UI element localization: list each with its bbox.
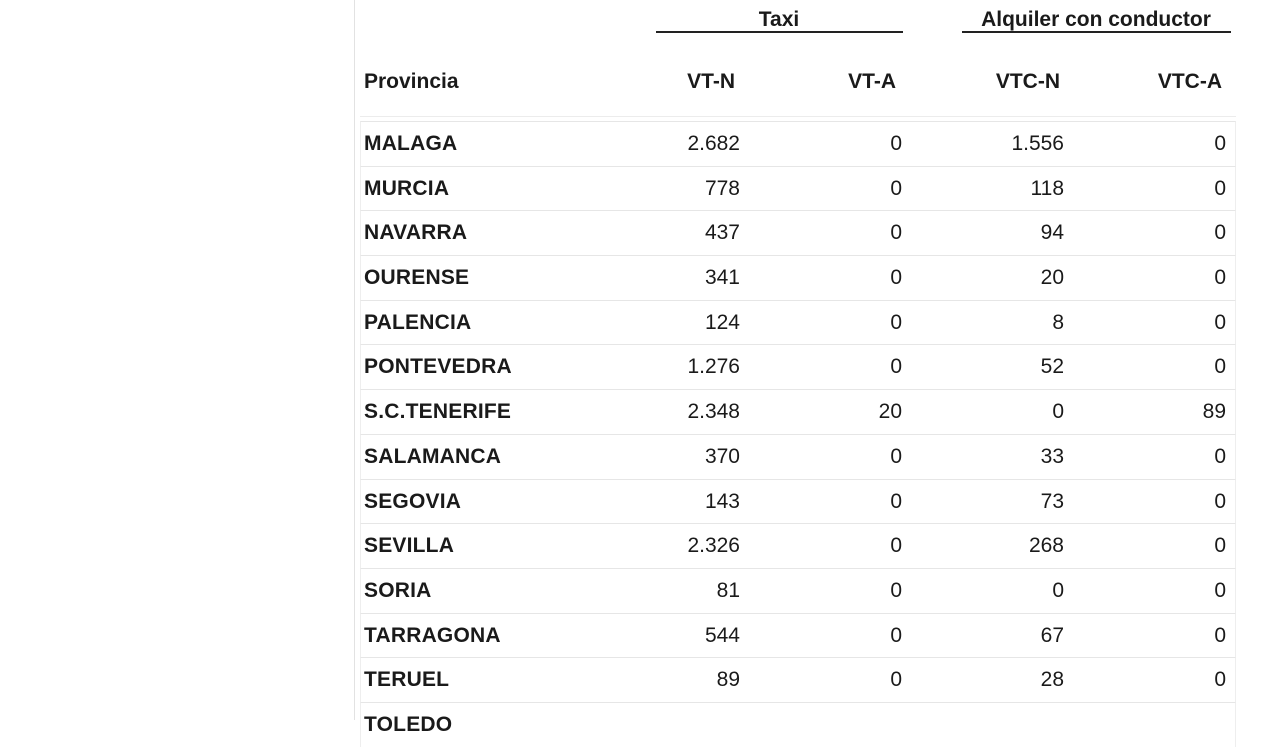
cell-vt-a: 0 xyxy=(890,310,902,334)
cell-vt-a: 0 xyxy=(890,578,902,602)
cell-vt-n: 81 xyxy=(716,578,740,602)
column-header-provincia: Provincia xyxy=(364,70,459,93)
cell-vtc-a: 0 xyxy=(1214,266,1226,290)
table-row xyxy=(360,166,1236,211)
cell-provincia: SALAMANCA xyxy=(364,444,502,468)
cell-provincia: TERUEL xyxy=(364,668,450,692)
table-row xyxy=(360,523,1236,568)
table-row xyxy=(360,344,1236,389)
cell-vt-a: 0 xyxy=(890,668,902,692)
cell-vtc-a: 0 xyxy=(1214,176,1226,200)
cell-vt-n: 544 xyxy=(704,623,740,647)
table-row xyxy=(360,434,1236,479)
cell-vtc-n: 67 xyxy=(1040,623,1064,647)
cell-provincia: PONTEVEDRA xyxy=(364,355,512,379)
table-row xyxy=(360,300,1236,345)
cell-provincia: OURENSE xyxy=(364,266,470,290)
cell-vtc-a: 0 xyxy=(1214,623,1226,647)
cell-vtc-a: 0 xyxy=(1214,578,1226,602)
table-row xyxy=(360,389,1236,434)
cell-vt-n: 2.326 xyxy=(687,534,740,558)
cell-vt-a: 0 xyxy=(890,266,902,290)
column-header-vt-n: VT-N xyxy=(687,70,735,93)
cell-vt-n: 2.682 xyxy=(687,132,740,155)
cell-provincia: SEVILLA xyxy=(364,534,455,558)
group-header-taxi: Taxi xyxy=(758,8,800,31)
cell-vtc-n: 20 xyxy=(1040,266,1064,290)
header-divider xyxy=(360,116,1236,117)
table-row xyxy=(360,210,1236,255)
cell-vtc-n: 73 xyxy=(1040,489,1064,513)
cell-provincia: TARRAGONA xyxy=(364,623,501,647)
cell-vtc-a: 0 xyxy=(1214,221,1226,245)
page-left-border xyxy=(354,0,355,720)
cell-vt-n: 437 xyxy=(704,221,740,245)
cell-vtc-n: 28 xyxy=(1040,668,1064,692)
cell-vt-a: 0 xyxy=(890,623,902,647)
cell-vtc-a: 0 xyxy=(1214,132,1226,155)
cell-vtc-n: 94 xyxy=(1040,221,1064,245)
table-row xyxy=(360,702,1236,747)
column-header-vt-a: VT-A xyxy=(848,70,896,93)
cell-vtc-a: 0 xyxy=(1214,355,1226,379)
cell-vt-a: 0 xyxy=(890,489,902,513)
group-header-taxi-rule xyxy=(656,31,903,33)
cell-vt-a: 0 xyxy=(890,221,902,245)
table-body xyxy=(360,121,1236,747)
cell-vt-n: 370 xyxy=(704,444,740,468)
table-row xyxy=(360,568,1236,613)
cell-vt-n: 89 xyxy=(716,668,740,692)
cell-vt-a: 0 xyxy=(890,355,902,379)
column-header-vtc-n: VTC-N xyxy=(995,70,1060,93)
cell-vt-a: 0 xyxy=(890,444,902,468)
group-header-alquiler: Alquiler con conductor xyxy=(981,8,1211,31)
cell-vt-n: 143 xyxy=(704,489,740,513)
cell-vtc-a: 0 xyxy=(1214,310,1226,334)
cell-provincia: SORIA xyxy=(364,578,432,602)
cell-provincia: S.C.TENERIFE xyxy=(364,400,512,424)
cell-provincia: NAVARRA xyxy=(364,221,468,245)
table-row xyxy=(360,657,1236,702)
cell-vtc-n: 118 xyxy=(1030,176,1064,200)
cell-provincia: MURCIA xyxy=(364,176,450,200)
cell-vtc-a: 0 xyxy=(1214,444,1226,468)
cell-vtc-n: 0 xyxy=(1052,400,1064,424)
cell-vtc-n: 268 xyxy=(1028,534,1064,558)
cell-vt-n: 341 xyxy=(704,266,740,290)
cell-vtc-a: 0 xyxy=(1214,489,1226,513)
cell-vt-a: 0 xyxy=(890,132,902,155)
group-header-alquiler-rule xyxy=(962,31,1231,33)
cell-vt-n: 778 xyxy=(704,176,740,200)
table-row xyxy=(360,479,1236,524)
column-header-vtc-a: VTC-A xyxy=(1157,70,1222,93)
cell-provincia: TOLEDO xyxy=(364,712,453,736)
table-row xyxy=(360,613,1236,658)
table-row xyxy=(360,255,1236,300)
cell-vtc-a: 0 xyxy=(1214,534,1226,558)
cell-vt-n: 124 xyxy=(704,310,740,334)
cell-vt-n: 2.348 xyxy=(687,400,740,424)
table-row xyxy=(360,121,1236,166)
cell-vt-a: 20 xyxy=(878,400,902,424)
cell-vtc-n: 52 xyxy=(1040,355,1064,379)
cell-provincia: MALAGA xyxy=(364,132,458,155)
cell-vt-a: 0 xyxy=(890,534,902,558)
cell-provincia: SEGOVIA xyxy=(364,489,462,513)
cell-provincia: PALENCIA xyxy=(364,310,472,334)
cell-vt-n: 1.276 xyxy=(687,355,740,379)
cell-vtc-a: 89 xyxy=(1202,400,1226,424)
cell-vtc-n: 33 xyxy=(1040,444,1064,468)
cell-vt-a: 0 xyxy=(890,176,902,200)
cell-vtc-n: 1.556 xyxy=(1011,132,1064,155)
cell-vtc-n: 8 xyxy=(1052,310,1064,334)
cell-vtc-a: 0 xyxy=(1214,668,1226,692)
cell-vtc-n: 0 xyxy=(1052,578,1064,602)
